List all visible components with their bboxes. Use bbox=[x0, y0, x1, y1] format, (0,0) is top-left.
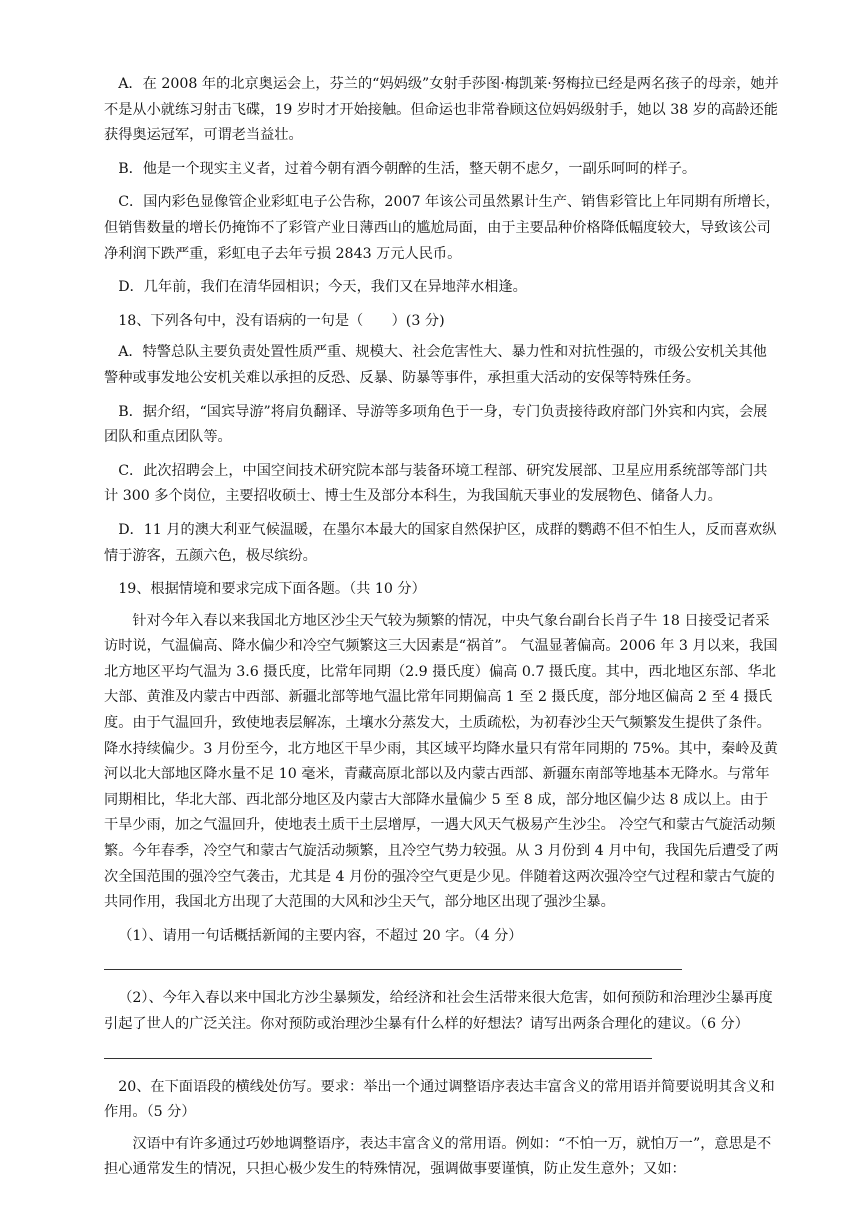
q17-option-c: C．国内彩色显像管企业彩虹电子公告称，2007 年该公司虽然累计生产、销售彩管比上年同期有所增长，但销售数量的增长仍掩饰不了彩管产业日薄西山的尴尬局面，由于主要品种价格降低幅度较大，导致该公司净利润下跌严重，彩虹电子去年亏损 2843 万元人民币。 bbox=[104, 194, 780, 262]
q20-stem: 20、在下面语段的横线处仿写。要求：举出一个通过调整语序表达丰富含义的常用语并简要说明其含义和作用。（5 分） bbox=[104, 1078, 775, 1121]
q18-option-b: B．据介绍，“国宾导游”将肩负翻译、导游等多项角色于一身，专门负责接待政府部门外宾和内宾，会展团队和重点团队等。 bbox=[104, 403, 768, 446]
q17-option-a: A．在 2008 年的北京奥运会上，芬兰的“妈妈级”女射手莎图·梅凯莱·努梅拉已经是两名孩子的母亲，她并不是从小就练习射击飞碟，19 岁时才开始接触。但命运也非常眷顾这位妈妈级射手，她以 38 岁的高龄还能获得奥运冠军，可谓老当益壮。 bbox=[104, 76, 779, 144]
q19-passage: 针对今年入春以来我国北方地区沙尘天气较为频繁的情况，中央气象台副台长肖子牛 18 日接受记者采访时说，气温偏高、降水偏少和冷空气频繁这三大因素是“祸首”。 气温显著偏高。2006 年 3 月以来，我国北方地区平均气温为 3.6 摄氏度，比常年同期（2.9 摄氏度）偏高 0.7 摄氏度。其中，西北地区东部、华北大部、黄淮及内蒙古中西部、新疆北部等地气温比常年同期偏高 1 至 2 摄氏度，部分地区偏高 2 至 4 摄氏度。由于气温回升，致使地表层解冻，土壤水分蒸发大，土质疏松，为初春沙尘天气频繁发生提供了条件。 降水持续偏少。3 月份至今，北方地区干旱少雨，其区域平均降水量只有常年同期的 75%。其中，秦岭及黄河以北大部地区降水量不足 10 毫米，青藏高原北部以及内蒙古西部、新疆东南部等地基本无降水。与常年同期相比，华北大部、西北部分地区及内蒙古大部降水量偏少 5 至 8 成，部分地区偏少达 8 成以上。由于干旱少雨，加之气温回升，使地表土质干土层增厚，一遇大风天气极易产生沙尘。 冷空气和蒙古气旋活动频繁。今年春季，冷空气和蒙古气旋活动频繁，且冷空气势力较强。从 3 月份到 4 月中旬，我国先后遭受了两次全国范围的强冷空气袭击，尤其是 4 月份的强冷空气更是少见。伴随着这两次强冷空气过程和蒙古气旋的共同作用，我国北方出现了大范围的大风和沙尘天气，部分地区出现了强沙尘暴。 bbox=[104, 612, 779, 911]
q19-stem: 19、根据情境和要求完成下面各题。（共 10 分） bbox=[118, 581, 426, 598]
q19-sub2-answer-line[interactable] bbox=[104, 1058, 652, 1059]
q18-option-a: A．特警总队主要负责处置性质严重、规模大、社会危害性大、暴力性和对抗性强的，市级公安机关其他警种或事发地公安机关难以承担的反恐、反暴、防暴等事件，承担重大活动的安保等特殊任务。 bbox=[104, 344, 767, 386]
q17-option-d: D．几年前，我们在清华园相识；今天，我们又在异地萍水相逢。 bbox=[118, 279, 527, 296]
q20-passage: 汉语中有许多通过巧妙地调整语序，表达丰富含义的常用语。例如：“不怕一万，就怕万一”，意思是不担心通常发生的情况，只担心极少发生的特殊情况，强调做事要谨慎，防止发生意外；又如： bbox=[104, 1135, 772, 1178]
q18-option-d: D．11 月的澳大利亚气候温暖，在墨尔本最大的国家自然保护区，成群的鹦鹉不但不怕生人，反而喜欢纵情于游客，五颜六色，极尽缤纷。 bbox=[104, 521, 777, 564]
q19-sub1: （1）、请用一句话概括新闻的主要内容，不超过 20 字。（4 分） bbox=[118, 927, 523, 944]
q17-option-b: B．他是一个现实主义者，过着今朝有酒今朝醉的生活，整天朝不虑夕，一副乐呵呵的样子。 bbox=[118, 160, 697, 177]
exam-page bbox=[104, 72, 780, 1191]
q18-option-c: C．此次招聘会上，中国空间技术研究院本部与装备环境工程部、研究发展部、卫星应用系统部等部门共计 300 多个岗位，主要招收硕士、博士生及部分本科生，为我国航天事业的发展物色、储备人力。 bbox=[104, 462, 768, 505]
q19-sub2: （2）、今年入春以来中国北方沙尘暴频发，给经济和社会生活带来很大危害，如何预防和治理沙尘暴再度引起了世人的广泛关注。你对预防或治理沙尘暴有什么样的好想法？请写出两条合理化的建议。（6 分） bbox=[104, 990, 773, 1032]
q18-stem: 18、下列各句中，没有语病的一句是（ ）(3 分) bbox=[118, 312, 445, 329]
q19-sub1-answer-line[interactable] bbox=[104, 969, 682, 970]
